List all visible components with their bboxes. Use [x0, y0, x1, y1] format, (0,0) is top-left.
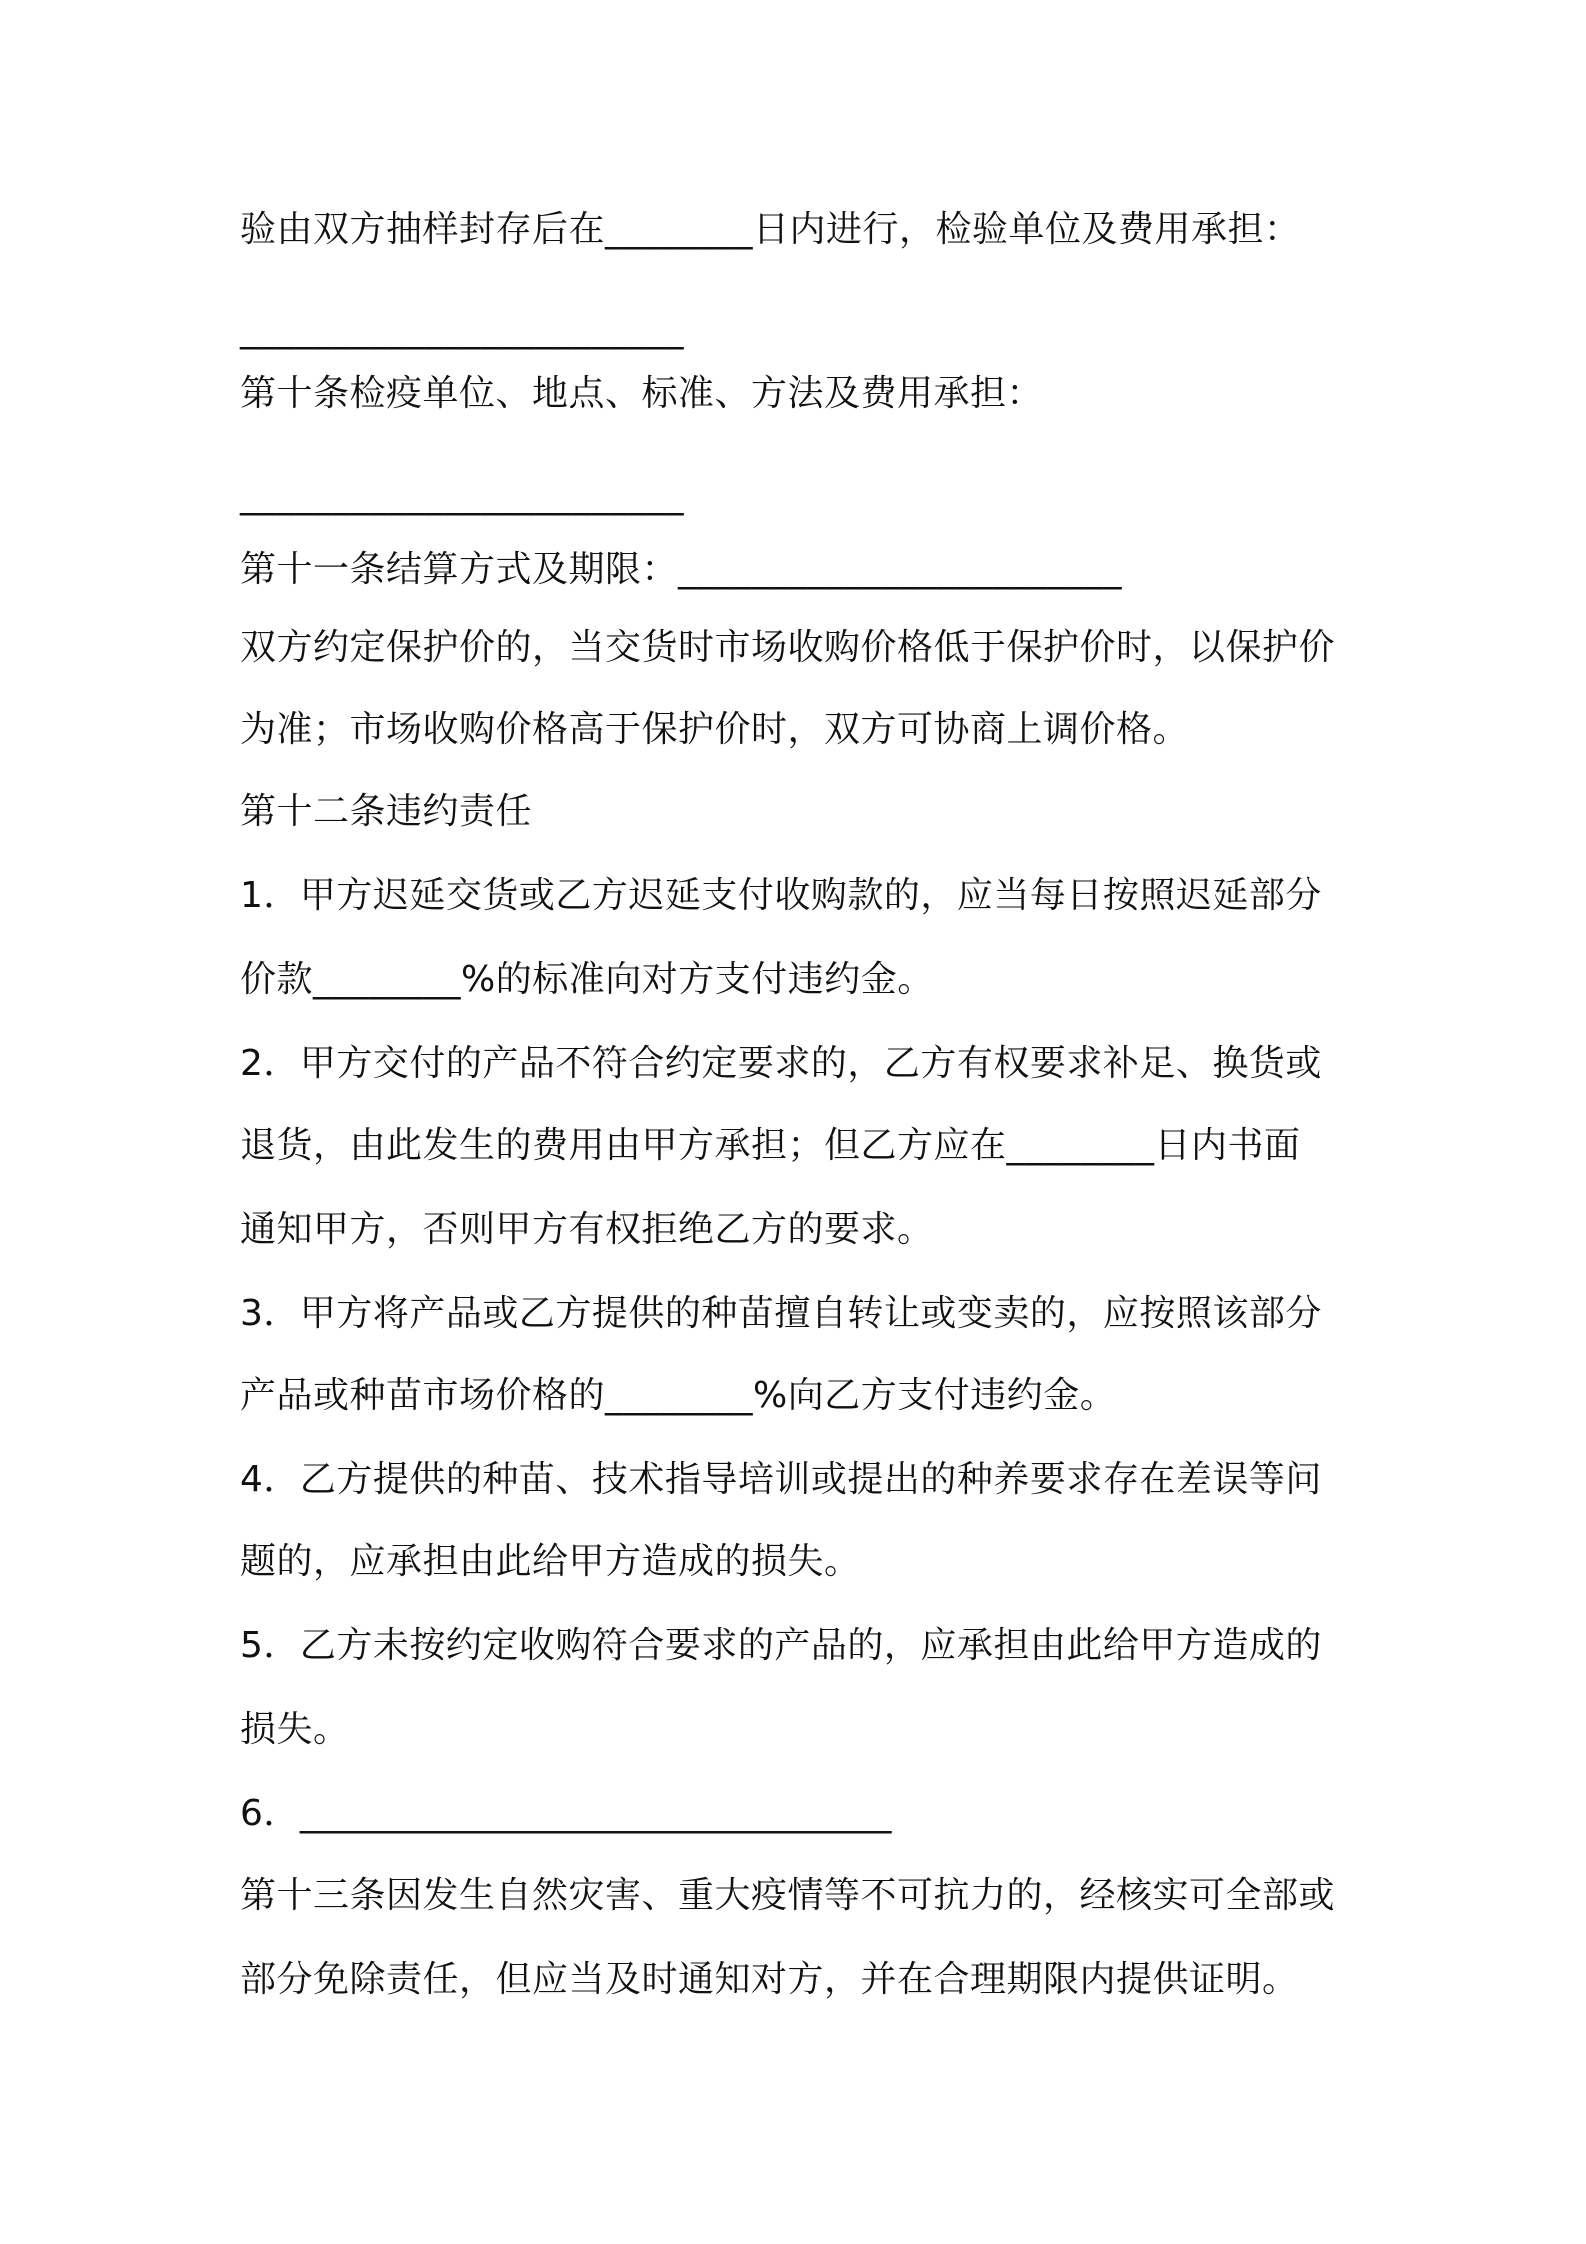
clause-4-line: 题的，应承担由此给甲方造成的损失。 — [240, 1541, 861, 1582]
text-line: 为准；市场收购价格高于保护价时，双方可协商上调价格。 — [240, 709, 1190, 750]
clause-6-line: 6．________________________________ — [240, 1793, 892, 1834]
article-13-line: 部分免除责任，但应当及时通知对方，并在合理期限内提供证明。 — [240, 1959, 1299, 2000]
article-12-heading: 第十二条违约责任 — [240, 791, 533, 832]
blank-line: ________________________ — [240, 475, 684, 516]
article-13-line: 第十三条因发生自然灾害、重大疫情等不可抗力的，经核实可全部或 — [240, 1875, 1336, 1916]
clause-2-line: 通知甲方，否则甲方有权拒绝乙方的要求。 — [240, 1209, 934, 1250]
clause-2-line: 2．甲方交付的产品不符合约定要求的，乙方有权要求补足、换货或 — [240, 1043, 1322, 1084]
clause-5-line: 损失。 — [240, 1709, 350, 1750]
article-11-heading: 第十一条结算方式及期限：________________________ — [240, 549, 1123, 590]
text-line: 双方约定保护价的，当交货时市场收购价格低于保护价时，以保护价 — [240, 627, 1336, 668]
clause-4-line: 4．乙方提供的种苗、技术指导培训或提出的种养要求存在差误等问 — [240, 1459, 1322, 1500]
text-line: 验由双方抽样封存后在________日内进行，检验单位及费用承担： — [240, 209, 1301, 250]
clause-1-line: 价款________%的标准向对方支付违约金。 — [240, 959, 934, 1000]
clause-5-line: 5．乙方未按约定收购符合要求的产品的，应承担由此给甲方造成的 — [240, 1625, 1322, 1666]
clause-2-line: 退货，由此发生的费用由甲方承担；但乙方应在________日内书面 — [240, 1125, 1301, 1166]
blank-line: ________________________ — [240, 309, 684, 350]
clause-3-line: 产品或种苗市场价格的________%向乙方支付违约金。 — [240, 1375, 1117, 1416]
clause-3-line: 3．甲方将产品或乙方提供的种苗擅自转让或变卖的，应按照该部分 — [240, 1293, 1322, 1334]
clause-1-line: 1．甲方迟延交货或乙方迟延支付收购款的，应当每日按照迟延部分 — [240, 875, 1322, 916]
article-10-heading: 第十条检疫单位、地点、标准、方法及费用承担： — [240, 373, 1044, 414]
